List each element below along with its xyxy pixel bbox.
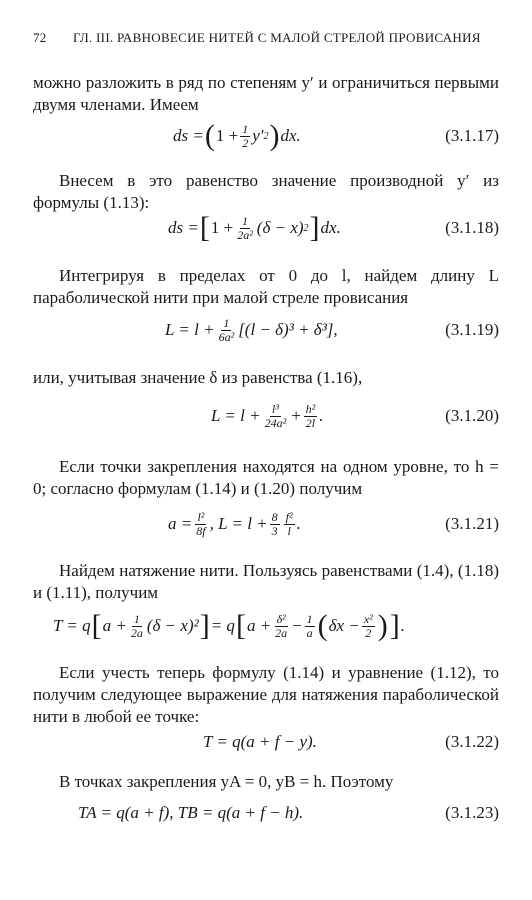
- equation-expression: TA = q(a + f), TB = q(a + f − h).: [78, 803, 304, 822]
- equation-3-1-17: [33, 116, 499, 156]
- paragraph-7: Если учесть теперь формулу (1.14) и уравнение (1.12), то получим следующее выражение для натяжения параболической нити в любой ее точке:: [33, 663, 499, 726]
- equation-expression: L = l + $\frac{1}{\text{6a²}}$ [(l − δ)³ + δ³],: [165, 315, 338, 344]
- paragraph-4: или, учитывая значение δ из равенства (1.16),: [33, 368, 363, 387]
- equation-expression: T = q(a + f − y).: [203, 732, 317, 751]
- paragraph-3: Интегрируя в пределах от 0 до l, найдем длину L параболической нити при малой стреле провисания: [33, 266, 499, 307]
- paragraph-8: В точках закрепления yA = 0, yB = h. Поэтому: [59, 772, 394, 791]
- equation-number: (3.1.18): [445, 218, 499, 237]
- equation-number: (3.1.23): [445, 803, 499, 822]
- equation-expression: ds = ( 1 + $\frac{1}{2}$ y′ 2 ) dx.: [173, 119, 301, 152]
- equation-tension: [33, 606, 499, 646]
- equation-expression: ds = [ 1 + $\frac{1}{\text{2a²}}$ (δ − x) 2 ] dx.: [168, 211, 341, 244]
- equation-expression: L = l + $\frac{\text{l³}}{\text{24a²}}$ + $\frac{\text{h²}}{2l}$ .: [211, 401, 324, 430]
- equation-3-1-22: [33, 727, 499, 757]
- equation-number: (3.1.20): [445, 406, 499, 425]
- equation-number: (3.1.17): [445, 126, 499, 145]
- running-title: ГЛ. III. РАВНОВЕСИЕ НИТЕЙ С МАЛОЙ СТРЕЛОЙ ПРОВИСАНИЯ: [73, 30, 481, 45]
- equation-3-1-18: [33, 208, 499, 248]
- equation-number: (3.1.19): [445, 320, 499, 339]
- equation-3-1-20: [33, 396, 499, 436]
- equation-number: (3.1.21): [445, 514, 499, 533]
- equation-expression: a = $\frac{\text{l²}}{8f}$ , L = l + $\frac{8}{3}$ $\frac{\text{f²}}{l}$ .: [168, 509, 301, 538]
- equation-number: (3.1.22): [445, 732, 499, 751]
- equation-3-1-23: [33, 798, 499, 828]
- equation-3-1-21: [33, 504, 499, 544]
- paragraph-2: Внесем в это равенство значение производной y′ из формулы (1.13):: [33, 171, 499, 212]
- equation-expression: T = q [ a + $\frac{1}{2a}$ (δ − x)² ] = q [ a + $\frac{\text{δ²}}{2a}$ − $\frac{1}{a}$ ( δx − $\frac{\text{x²}}{2}$ ) ] .: [53, 609, 406, 642]
- paragraph-6: Найдем натяжение нити. Пользуясь равенствами (1.4), (1.18) и (1.11), получим: [33, 561, 499, 602]
- paragraph-5: Если точки закрепления находятся на одном уровне, то h = 0; согласно формулам (1.14) и (1.20) получим: [33, 457, 499, 498]
- page-number: 72: [33, 30, 47, 45]
- paragraph-1: можно разложить в ряд по степеням y′ и ограничиться первыми двумя членами. Имеем: [33, 73, 499, 114]
- equation-3-1-19: [33, 310, 499, 350]
